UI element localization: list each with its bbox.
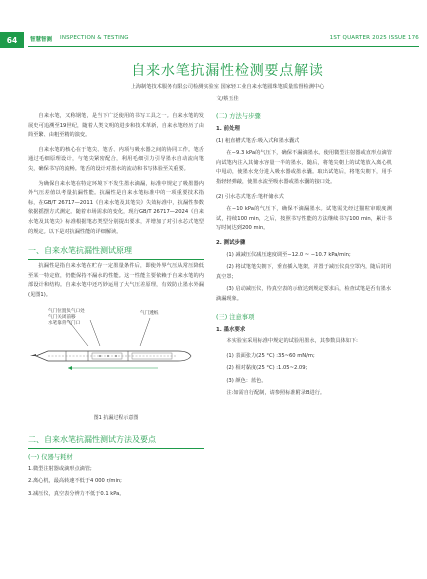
principle-paragraph: 抗漏性是指自来水笔在贮存一定墨量条件后，即使外界气压从常压降低至某一特定值，仍能保持不漏水的性能。这一性能主要依赖于自来水笔的内部设计和结构。自来水笔中还巧妙运用了大气压差原理，有效防止墨水外漏(见图1)。 (28, 263, 204, 298)
equipment-item: 3.减压仪，真空表分辨力不低于0.1 kPa。 (28, 490, 125, 497)
intro-paragraph: 为确保自来水笔在特定环境下不发生墨水滴漏，标准中规定了吸墨器内外气压差值以考量抗漏性能。抗漏性是自来水笔标准中的一项重要技术指标，在GB/T 26717—2011《自来水笔及其笔尖》失效标准中，抗漏性参数依据摇摆方式测定。随着市场需求的变化，现行GB/T 26717—2024《自来水笔及其笔尖》标准根据笔态类型分别提出要求，并增加了对引水芯式笔型的规定。以下是对抗漏性能的详细解读。 (28, 180, 204, 235)
step-heading-prep: 1. 前处理 (216, 126, 240, 132)
header-rule (28, 46, 419, 47)
prep-paragraph: 在−9.3 kPa的气压下，确保不漏滴墨水。使用微型注射器或直形点滴管向试笔内注入其储水容量一半的墨水，随后，将笔尖朝上的试笔放入离心机中甩动，使墨水充分进入吸水器或墨水囊。取出试笔后，将笔尖朝下，用手指轻轻弹敲，使墨水流至吸水器或墨水囊的接口处。 (216, 150, 392, 185)
ink-param: (1) 表面张力(25 °C) :35~60 mN/m; (226, 352, 315, 359)
ink-param: (3) 颜色：蓝色。 (226, 377, 267, 384)
intro-paragraph: 自来水笔，又称钢笔，是当下广泛使用的书写工具之一。自来水笔的发展史可追溯至19世纪，随着人类文明的进步和技术革新，自来水笔经历了由简至繁、由粗至精的演变。 (28, 113, 204, 139)
figure-label: 气门位置负气口处 (48, 308, 85, 314)
page-number: 64 (0, 32, 24, 48)
article-title: 自来水笔抗漏性检测要点解读 (131, 63, 324, 79)
section-name-en: INSPECTION & TESTING (60, 35, 129, 41)
issue-info: 1ST QUARTER 2025 ISSUE 176 (329, 35, 419, 41)
prep-paragraph: 在−10 kPa的气压下，确保不滴漏墨水。试笔需先经过猫粒审眼度测试，持续100 min，之后，按照书写性能的方法继续书写100 min，累计书写时间达到200 min。 (216, 206, 392, 232)
section-name: 智慧智测 (30, 37, 53, 43)
test-step: (3) 启动减压仪，待真空表的示值达到规定要求后，检查试笔是否有墨水滴漏现象。 (216, 286, 392, 302)
ink-intro: 本实验室采用标准中规定的试验用墨水，其参数具体如下: (226, 338, 358, 345)
subsection-heading-equipment: (一) 仪器与耗材 (28, 453, 73, 461)
subsection-heading-notes: (三) 注意事项 (216, 313, 255, 321)
ink-note: 注:如需自行配制，请参照标准附录B进行。 (226, 390, 326, 397)
right-column (216, 112, 392, 402)
subsection-heading-steps: (二) 方法与步骤 (216, 113, 261, 120)
test-step: (1) 减减压仪减压速度调至−12.0 ~ −10.7 kPa/min; (226, 251, 351, 258)
figure-label: 水笔靠背气门口 (48, 320, 81, 326)
prep-item-title: (1) 租直槽式笔舌:吸入式和墨水囊式 (216, 137, 300, 144)
figure-label: 气门关闭前移 (48, 314, 76, 320)
equipment-item: 1.微型注射器或滴形点滴管; (28, 465, 92, 472)
section-heading-principle: 一、自来水笔抗漏性测试原理 (28, 245, 204, 260)
note-heading-ink: 1. 墨水要求 (216, 326, 246, 333)
figure-caption: 图1 抗漏过程示意图 (93, 414, 139, 421)
figure-1 (28, 306, 204, 426)
section-heading-method: 二、自来水笔抗漏性测试方法及要点 (28, 434, 204, 449)
figure-label: 气门透纸 (140, 310, 159, 316)
article-affiliation: 上海制笔技术服务有限公司检测实验室 国家轻工业自来水笔圆珠笔质量监督检测中心 (130, 84, 325, 90)
left-column (28, 112, 204, 502)
ink-param: (2) 相对黏度(25 °C) :1.05~2.09; (226, 365, 308, 372)
test-step: (2) 将试笔笔尖朝下，垂直插入笔架，并置于减压仪真空罩内，随后封闭真空罩; (216, 264, 392, 280)
article-author: 文/蔡玉佳 (216, 96, 239, 102)
intro-paragraph: 自来水笔的核心在于笔尖、笔舌、内项与吸水器之间的协同工作。笔舌通过毛细原理设计，与笔尖紧密配合，利用毛细引力引导墨水自动流向笔尖，确保书写的流畅。笔舌的设计对墨水的流动和书写体验至关重要。 (28, 146, 204, 172)
equipment-item: 2.离心机，最高转速不低于4 000 r/min; (28, 478, 122, 485)
prep-item-title: (2) 引水芯式笔舌:笔杆储水式 (216, 193, 284, 200)
step-heading-test: 2. 测试步骤 (216, 239, 246, 246)
